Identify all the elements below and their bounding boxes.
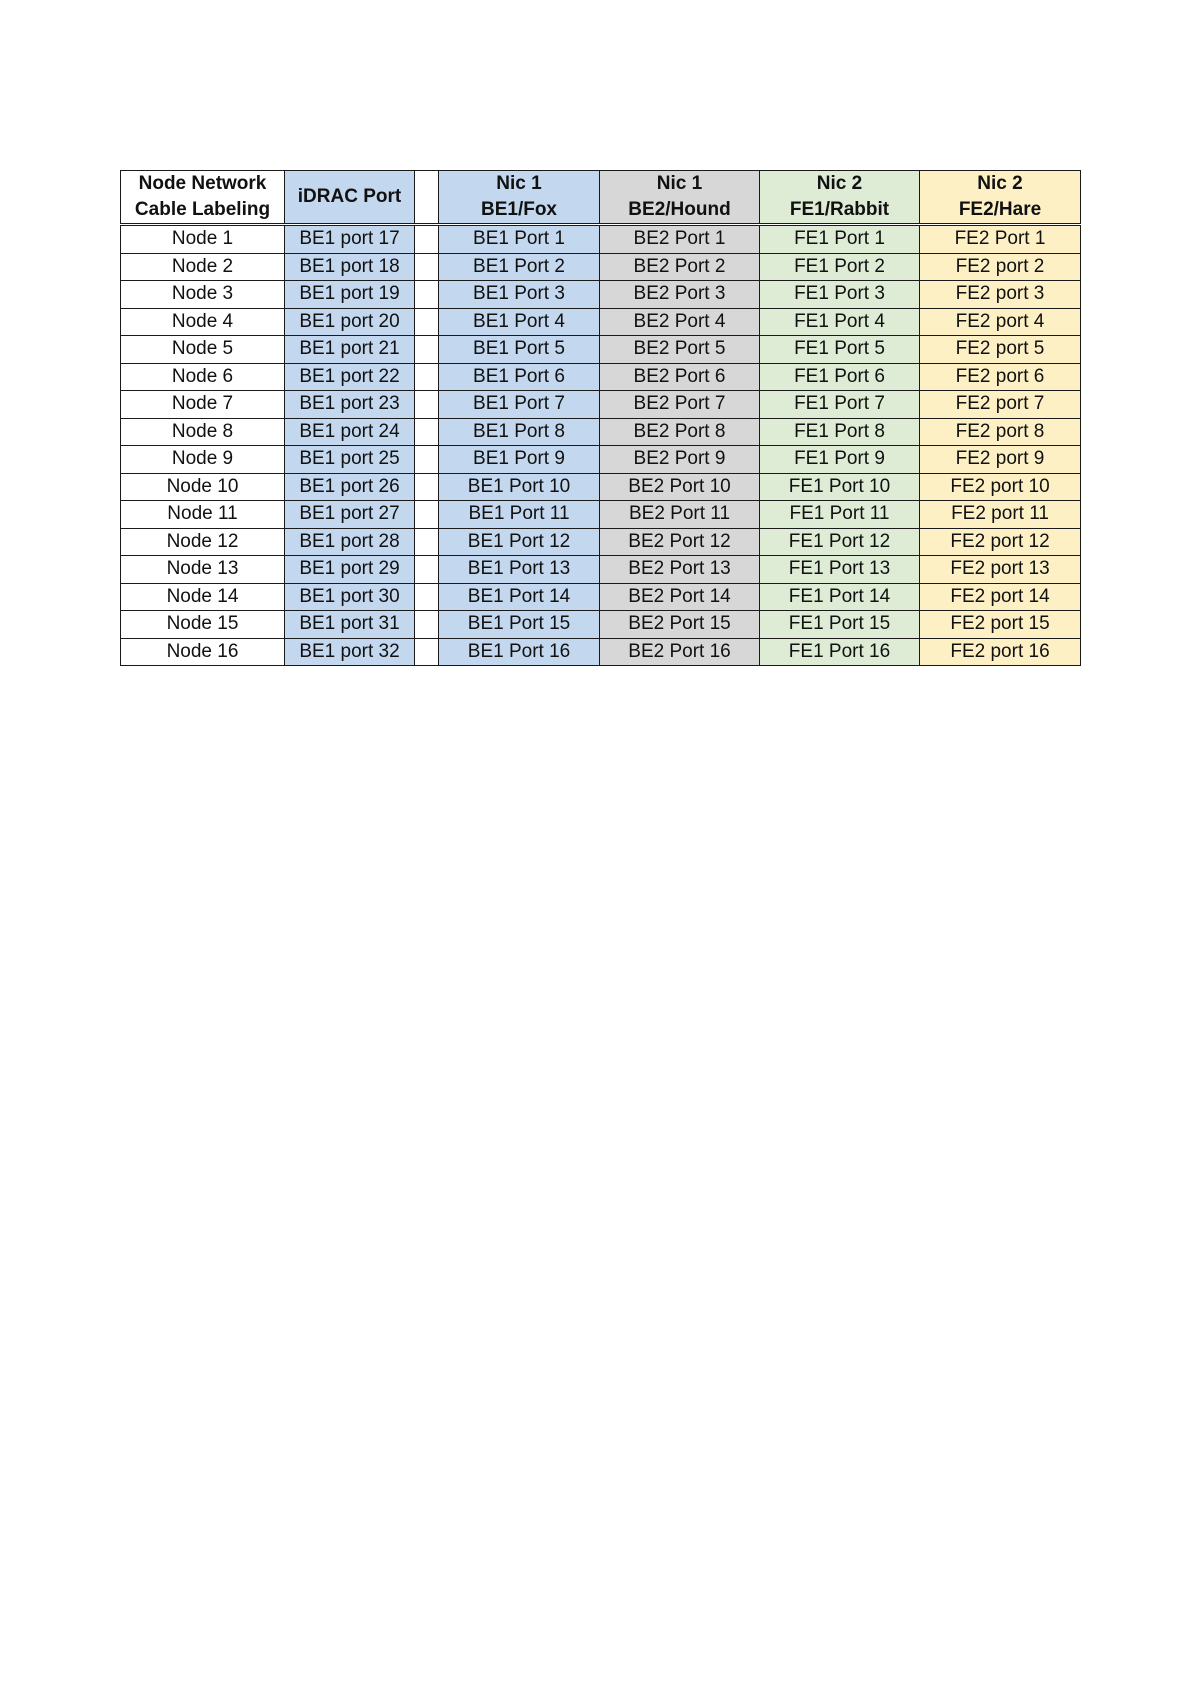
idrac-port-cell: BE1 port 25	[285, 446, 415, 474]
node-cell: Node 15	[121, 611, 285, 639]
table-body	[121, 225, 1081, 666]
spacer-cell	[415, 336, 439, 364]
table-row	[121, 418, 1081, 446]
be1-port-cell: BE1 Port 13	[439, 556, 600, 584]
idrac-port-cell: BE1 port 19	[285, 281, 415, 309]
header-line: Nic 1	[656, 173, 703, 194]
idrac-port-cell: BE1 port 28	[285, 528, 415, 556]
be2-port-cell: BE2 Port 12	[600, 528, 760, 556]
table-row	[121, 363, 1081, 391]
fe1-port-cell: FE1 Port 3	[760, 281, 920, 309]
cable-labeling-table	[120, 170, 1081, 666]
header-idrac-port	[285, 171, 415, 225]
idrac-port-cell: BE1 port 21	[285, 336, 415, 364]
be2-port-cell: BE2 Port 5	[600, 336, 760, 364]
be2-port-cell: BE2 Port 6	[600, 363, 760, 391]
fe1-port-cell: FE1 Port 4	[760, 308, 920, 336]
be1-port-cell: BE1 Port 10	[439, 473, 600, 501]
be2-port-cell: BE2 Port 2	[600, 253, 760, 281]
be1-port-cell: BE1 Port 3	[439, 281, 600, 309]
fe2-port-cell: FE2 port 4	[920, 308, 1081, 336]
fe1-port-cell: FE1 Port 13	[760, 556, 920, 584]
table-row	[121, 501, 1081, 529]
be1-port-cell: BE1 Port 14	[439, 583, 600, 611]
node-cell: Node 16	[121, 638, 285, 666]
idrac-port-cell: BE1 port 22	[285, 363, 415, 391]
idrac-port-cell: BE1 port 17	[285, 225, 415, 254]
be1-port-cell: BE1 Port 7	[439, 391, 600, 419]
fe2-port-cell: FE2 port 3	[920, 281, 1081, 309]
fe2-port-cell: FE2 port 12	[920, 528, 1081, 556]
idrac-port-cell: BE1 port 18	[285, 253, 415, 281]
spacer-cell	[415, 556, 439, 584]
be1-port-cell: BE1 Port 2	[439, 253, 600, 281]
table-row	[121, 556, 1081, 584]
node-cell: Node 14	[121, 583, 285, 611]
spacer-cell	[415, 253, 439, 281]
idrac-port-cell: BE1 port 26	[285, 473, 415, 501]
idrac-port-cell: BE1 port 24	[285, 418, 415, 446]
header-line: Nic 1	[496, 173, 542, 194]
node-cell: Node 13	[121, 556, 285, 584]
node-cell: Node 12	[121, 528, 285, 556]
header-line: Cable Labeling	[134, 199, 271, 220]
fe2-port-cell: FE2 port 8	[920, 418, 1081, 446]
node-cell: Node 7	[121, 391, 285, 419]
be1-port-cell: BE1 Port 16	[439, 638, 600, 666]
be1-port-cell: BE1 Port 12	[439, 528, 600, 556]
spacer-cell	[415, 446, 439, 474]
be2-port-cell: BE2 Port 10	[600, 473, 760, 501]
header-nic1-be2-hound	[600, 171, 760, 225]
fe2-port-cell: FE2 port 14	[920, 583, 1081, 611]
be2-port-cell: BE2 Port 9	[600, 446, 760, 474]
fe2-port-cell: FE2 port 9	[920, 446, 1081, 474]
idrac-port-cell: BE1 port 31	[285, 611, 415, 639]
header-node-network-cable-labeling	[121, 171, 285, 225]
node-cell: Node 1	[121, 225, 285, 254]
idrac-port-cell: BE1 port 32	[285, 638, 415, 666]
fe1-port-cell: FE1 Port 8	[760, 418, 920, 446]
spacer-cell	[415, 281, 439, 309]
spacer-cell	[415, 501, 439, 529]
spacer-cell	[415, 638, 439, 666]
spacer-cell	[415, 528, 439, 556]
idrac-port-cell: BE1 port 30	[285, 583, 415, 611]
fe2-port-cell: FE2 port 16	[920, 638, 1081, 666]
fe2-port-cell: FE2 port 15	[920, 611, 1081, 639]
spacer-cell	[415, 611, 439, 639]
fe2-port-cell: FE2 port 13	[920, 556, 1081, 584]
header-nic2-fe2-hare	[920, 171, 1081, 225]
header-line: BE2/Hound	[628, 199, 731, 220]
fe1-port-cell: FE1 Port 5	[760, 336, 920, 364]
be1-port-cell: BE1 Port 1	[439, 225, 600, 254]
header-line: iDRAC Port	[297, 186, 402, 207]
fe1-port-cell: FE1 Port 6	[760, 363, 920, 391]
spacer-cell	[415, 583, 439, 611]
fe2-port-cell: FE2 port 6	[920, 363, 1081, 391]
fe2-port-cell: FE2 port 10	[920, 473, 1081, 501]
fe2-port-cell: FE2 port 5	[920, 336, 1081, 364]
fe1-port-cell: FE1 Port 1	[760, 225, 920, 254]
be2-port-cell: BE2 Port 13	[600, 556, 760, 584]
be2-port-cell: BE2 Port 1	[600, 225, 760, 254]
idrac-port-cell: BE1 port 29	[285, 556, 415, 584]
header-nic2-fe1-rabbit	[760, 171, 920, 225]
node-cell: Node 10	[121, 473, 285, 501]
spacer-cell	[415, 308, 439, 336]
header-line: Nic 2	[816, 173, 863, 194]
spacer-cell	[415, 418, 439, 446]
spacer-cell	[415, 225, 439, 254]
table-row	[121, 225, 1081, 254]
be1-port-cell: BE1 Port 15	[439, 611, 600, 639]
idrac-port-cell: BE1 port 20	[285, 308, 415, 336]
node-cell: Node 5	[121, 336, 285, 364]
spacer-cell	[415, 363, 439, 391]
table-row	[121, 473, 1081, 501]
node-cell: Node 11	[121, 501, 285, 529]
be2-port-cell: BE2 Port 3	[600, 281, 760, 309]
idrac-port-cell: BE1 port 23	[285, 391, 415, 419]
be2-port-cell: BE2 Port 4	[600, 308, 760, 336]
idrac-port-cell: BE1 port 27	[285, 501, 415, 529]
fe1-port-cell: FE1 Port 15	[760, 611, 920, 639]
header-spacer	[415, 171, 439, 225]
table-row	[121, 281, 1081, 309]
table-row	[121, 336, 1081, 364]
node-cell: Node 9	[121, 446, 285, 474]
be2-port-cell: BE2 Port 7	[600, 391, 760, 419]
spacer-cell	[415, 473, 439, 501]
table-row	[121, 528, 1081, 556]
be1-port-cell: BE1 Port 4	[439, 308, 600, 336]
table-row	[121, 446, 1081, 474]
spacer-cell	[415, 391, 439, 419]
be2-port-cell: BE2 Port 15	[600, 611, 760, 639]
fe2-port-cell: FE2 Port 1	[920, 225, 1081, 254]
be1-port-cell: BE1 Port 11	[439, 501, 600, 529]
be2-port-cell: BE2 Port 8	[600, 418, 760, 446]
node-cell: Node 4	[121, 308, 285, 336]
fe1-port-cell: FE1 Port 11	[760, 501, 920, 529]
fe1-port-cell: FE1 Port 14	[760, 583, 920, 611]
table-row	[121, 308, 1081, 336]
header-line: FE2/Hare	[958, 199, 1042, 220]
fe1-port-cell: FE1 Port 10	[760, 473, 920, 501]
fe2-port-cell: FE2 port 7	[920, 391, 1081, 419]
fe1-port-cell: FE1 Port 16	[760, 638, 920, 666]
fe1-port-cell: FE1 Port 12	[760, 528, 920, 556]
be1-port-cell: BE1 Port 5	[439, 336, 600, 364]
table-row	[121, 638, 1081, 666]
table-header-row	[121, 171, 1081, 225]
be2-port-cell: BE2 Port 16	[600, 638, 760, 666]
fe1-port-cell: FE1 Port 9	[760, 446, 920, 474]
fe2-port-cell: FE2 port 11	[920, 501, 1081, 529]
be1-port-cell: BE1 Port 8	[439, 418, 600, 446]
be1-port-cell: BE1 Port 9	[439, 446, 600, 474]
node-cell: Node 2	[121, 253, 285, 281]
table-row	[121, 611, 1081, 639]
header-nic1-be1-fox	[439, 171, 600, 225]
header-line: Node Network	[138, 173, 267, 194]
table-row	[121, 583, 1081, 611]
fe2-port-cell: FE2 port 2	[920, 253, 1081, 281]
header-line: BE1/Fox	[480, 199, 558, 220]
table-row	[121, 253, 1081, 281]
be2-port-cell: BE2 Port 14	[600, 583, 760, 611]
fe1-port-cell: FE1 Port 7	[760, 391, 920, 419]
header-line: Nic 2	[977, 173, 1023, 194]
header-line: FE1/Rabbit	[789, 199, 890, 220]
be1-port-cell: BE1 Port 6	[439, 363, 600, 391]
table-row	[121, 391, 1081, 419]
be2-port-cell: BE2 Port 11	[600, 501, 760, 529]
node-cell: Node 3	[121, 281, 285, 309]
node-cell: Node 6	[121, 363, 285, 391]
fe1-port-cell: FE1 Port 2	[760, 253, 920, 281]
node-cell: Node 8	[121, 418, 285, 446]
